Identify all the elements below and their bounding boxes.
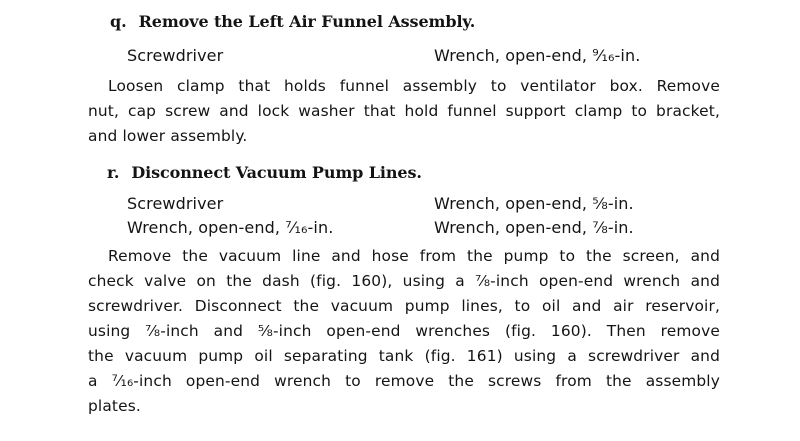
section-q-title: Remove the Left Air Funnel Assembly. bbox=[138, 12, 476, 31]
paragraph-line: using ⅞-inch and ⅝-inch open-end wrenches (fig. 160). Then remove bbox=[88, 322, 720, 340]
section-r-letter: r. bbox=[107, 163, 120, 182]
section-r-paragraph bbox=[88, 244, 720, 419]
paragraph-line: check valve on the dash (fig. 160), using a ⅞-inch open-end wrench and bbox=[88, 272, 720, 290]
section-q-letter: q. bbox=[110, 12, 127, 31]
paragraph-line: the vacuum pump oil separating tank (fig. 161) using a screwdriver and bbox=[88, 347, 720, 365]
section-r-tool-screwdriver: Screwdriver bbox=[127, 194, 224, 213]
paragraph-line: Loosen clamp that holds funnel assembly to ventilator box. Remove bbox=[108, 77, 720, 95]
paragraph-line: a ⁷⁄₁₆-inch open-end wrench to remove the screws from the assembly bbox=[88, 372, 720, 390]
paragraph-line: Remove the vacuum line and hose from the pump to the screen, and bbox=[108, 247, 720, 265]
section-r-tool-wrench-5-8: Wrench, open-end, ⅝-in. bbox=[434, 194, 634, 213]
paragraph-line: screwdriver. Disconnect the vacuum pump lines, to oil and air reservoir, bbox=[88, 297, 720, 315]
section-q-heading bbox=[110, 12, 475, 31]
section-r-tool-wrench-7-8: Wrench, open-end, ⅞-in. bbox=[434, 218, 634, 237]
section-r-heading bbox=[107, 163, 422, 182]
section-q-tool-wrench: Wrench, open-end, ⁹⁄₁₆-in. bbox=[434, 46, 641, 65]
section-r-title: Disconnect Vacuum Pump Lines. bbox=[131, 163, 422, 182]
section-r-tool-wrench-7-16: Wrench, open-end, ⁷⁄₁₆-in. bbox=[127, 218, 334, 237]
section-q-paragraph bbox=[88, 74, 720, 149]
section-q-tool-screwdriver: Screwdriver bbox=[127, 46, 224, 65]
paragraph-line: and lower assembly. bbox=[88, 127, 248, 145]
paragraph-line: nut, cap screw and lock washer that hold funnel support clamp to bracket, bbox=[88, 102, 720, 120]
paragraph-line: plates. bbox=[88, 397, 141, 415]
